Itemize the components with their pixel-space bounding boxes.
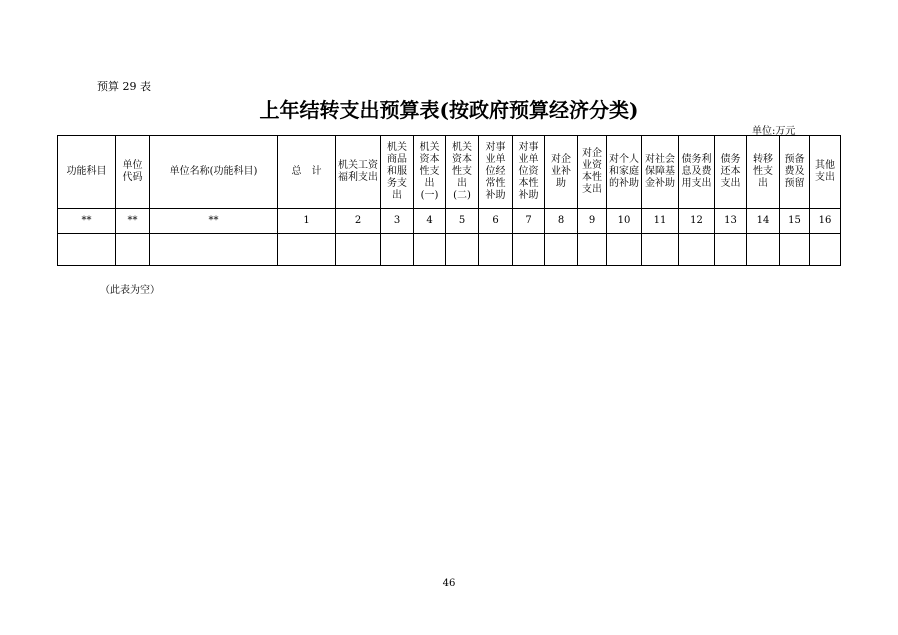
empty-cell (607, 234, 642, 266)
page-title: 上年结转支出预算表(按政府预算经济分类) (259, 98, 639, 122)
empty-cell (545, 234, 578, 266)
index-cell: 15 (780, 209, 810, 234)
empty-cell (747, 234, 780, 266)
header-cell: 对企 业资 本性 支出 (578, 136, 607, 209)
empty-cell (116, 234, 150, 266)
header-cell: 债务 还本 支出 (715, 136, 747, 209)
index-cell: 16 (810, 209, 841, 234)
empty-cell (479, 234, 513, 266)
header-cell: 总 计 (278, 136, 336, 209)
empty-cell (446, 234, 479, 266)
budget-table (57, 135, 841, 266)
empty-cell (578, 234, 607, 266)
unit-label: 单位:万元 (752, 126, 796, 137)
index-cell: 7 (513, 209, 545, 234)
index-cell: 9 (578, 209, 607, 234)
empty-cell (715, 234, 747, 266)
form-number: 预算 29 表 (97, 80, 151, 93)
table-index-row (58, 209, 841, 234)
header-cell: 对社会 保障基 金补助 (642, 136, 679, 209)
empty-cell (58, 234, 116, 266)
header-cell: 单位名称(功能科目) (150, 136, 278, 209)
empty-cell (513, 234, 545, 266)
empty-cell (381, 234, 414, 266)
header-cell: 机关 资本 性支 出 (二) (446, 136, 479, 209)
empty-cell (278, 234, 336, 266)
header-cell: 机关 商品 和服 务支 出 (381, 136, 414, 209)
header-cell: 对企 业补 助 (545, 136, 578, 209)
index-cell: ** (116, 209, 150, 234)
header-cell: 预备 费及 预留 (780, 136, 810, 209)
empty-cell (336, 234, 381, 266)
index-cell: 13 (715, 209, 747, 234)
index-cell: 2 (336, 209, 381, 234)
empty-cell (150, 234, 278, 266)
index-cell: 11 (642, 209, 679, 234)
index-cell: 14 (747, 209, 780, 234)
table-header-row (58, 136, 841, 209)
index-cell: 10 (607, 209, 642, 234)
header-cell: 债务利 息及费 用支出 (679, 136, 715, 209)
header-cell: 其他 支出 (810, 136, 841, 209)
header-cell: 机关 资本 性支 出 (一) (414, 136, 446, 209)
empty-cell (642, 234, 679, 266)
header-cell: 单位 代码 (116, 136, 150, 209)
empty-table-note: （此表为空） (100, 285, 160, 296)
index-cell: ** (58, 209, 116, 234)
table-empty-row (58, 234, 841, 266)
header-cell: 对个人 和家庭 的补助 (607, 136, 642, 209)
index-cell: 5 (446, 209, 479, 234)
index-cell: 1 (278, 209, 336, 234)
empty-cell (810, 234, 841, 266)
empty-cell (679, 234, 715, 266)
header-cell: 对事 业单 位资 本性 补助 (513, 136, 545, 209)
index-cell: 8 (545, 209, 578, 234)
index-cell: 4 (414, 209, 446, 234)
page-number: 46 (442, 578, 456, 589)
index-cell: 6 (479, 209, 513, 234)
header-cell: 对事 业单 位经 常性 补助 (479, 136, 513, 209)
index-cell: 3 (381, 209, 414, 234)
empty-cell (780, 234, 810, 266)
index-cell: ** (150, 209, 278, 234)
header-cell: 功能科目 (58, 136, 116, 209)
index-cell: 12 (679, 209, 715, 234)
header-cell: 转移 性支 出 (747, 136, 780, 209)
empty-cell (414, 234, 446, 266)
header-cell: 机关工资 福利支出 (336, 136, 381, 209)
